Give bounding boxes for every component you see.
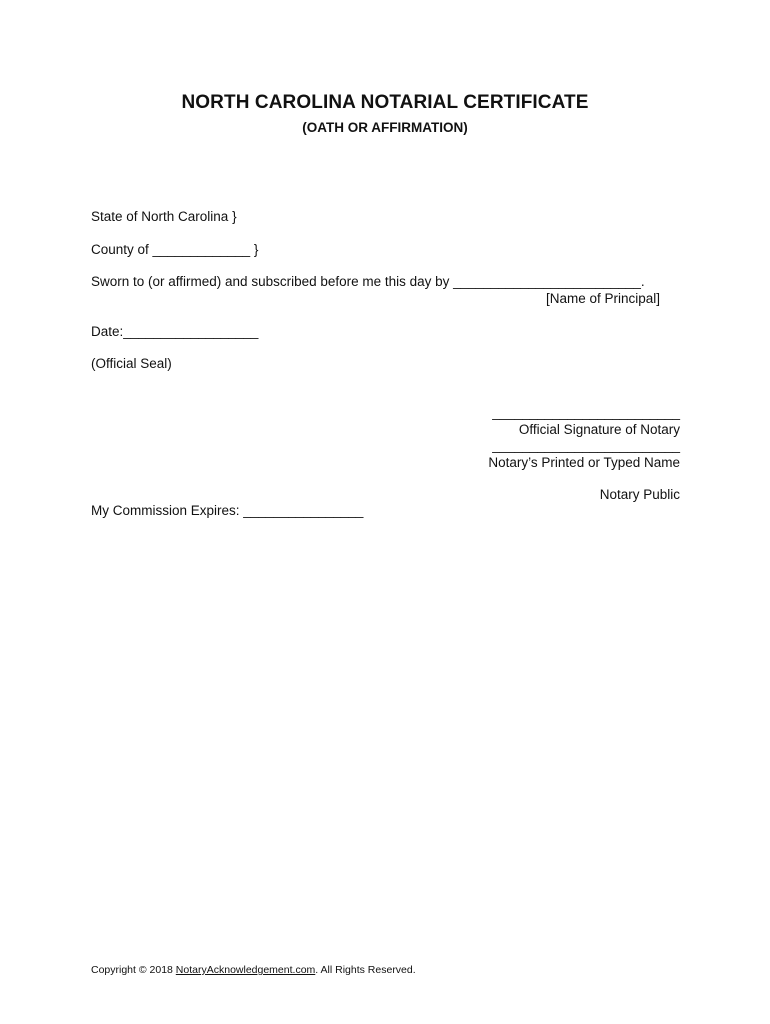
official-seal-line: (Official Seal) [91, 356, 172, 371]
document-title: NORTH CAROLINA NOTARIAL CERTIFICATE [181, 92, 589, 113]
principal-label: [Name of Principal] [545, 291, 660, 306]
footer-prefix: Copyright © 2018 [91, 964, 176, 976]
signature-rule: _________________________ [492, 405, 680, 420]
signature-label: Official Signature of Notary [518, 422, 680, 437]
document-subtitle: (OATH OR AFFIRMATION) [302, 120, 468, 135]
footer-suffix: . All Rights Reserved. [315, 964, 416, 976]
footer-link[interactable]: NotaryAcknowledgement.com [175, 964, 316, 976]
printed-name-label: Notary’s Printed or Typed Name [488, 455, 680, 470]
notary-public-label: Notary Public [599, 487, 680, 502]
state-line: State of North Carolina } [91, 209, 237, 224]
commission-line: My Commission Expires: ________________ [91, 503, 364, 518]
county-line: County of _____________ } [91, 242, 259, 257]
printed-name-rule: _________________________ [492, 438, 680, 453]
date-line: Date:__________________ [91, 324, 259, 339]
sworn-line: Sworn to (or affirmed) and subscribed before me this day by _________________________. [91, 274, 645, 289]
copyright-footer [91, 964, 416, 976]
